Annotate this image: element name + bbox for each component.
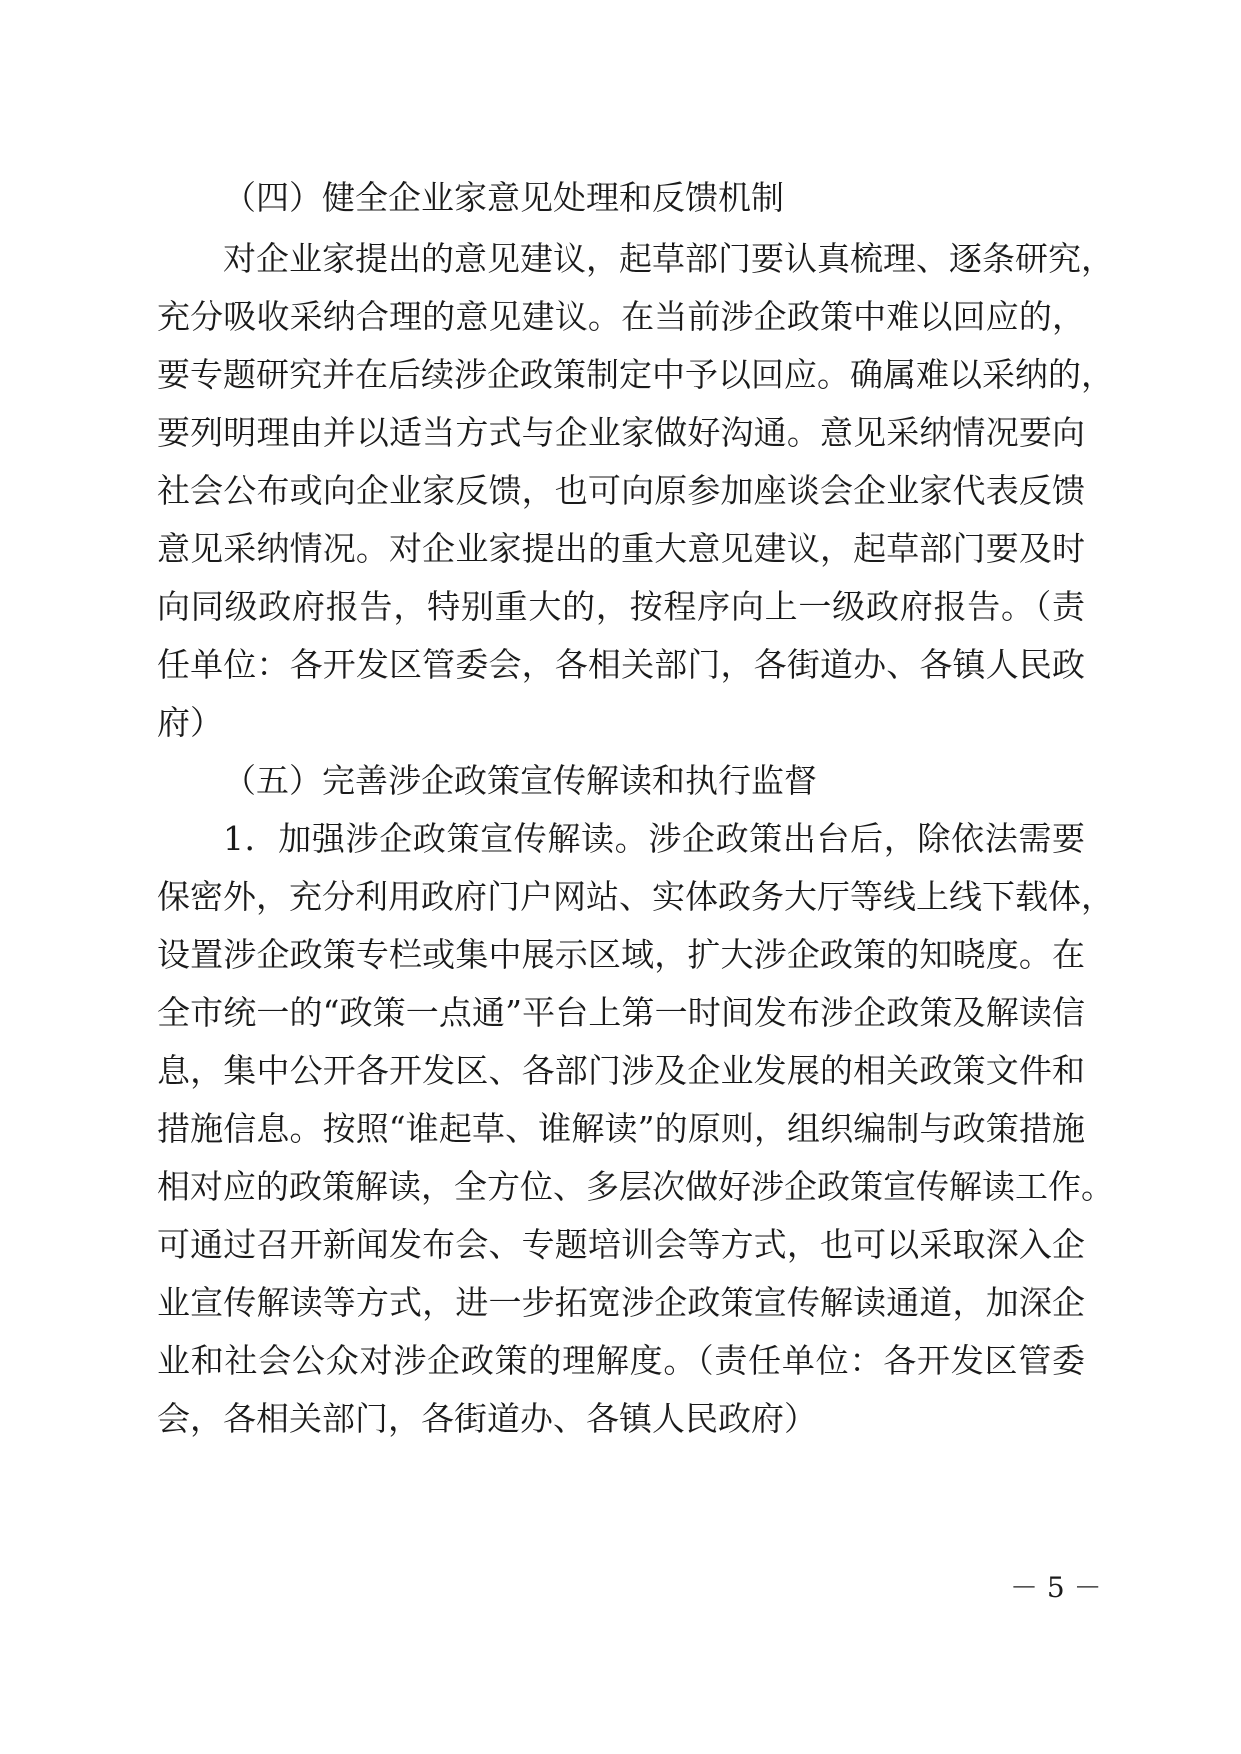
section-four-line-2 [0, 284, 1241, 350]
section-five-line-10 [0, 1328, 1241, 1394]
section-five-heading: （五）完善涉企政策宣传解读和执行监督 [223, 761, 817, 800]
section-five-line-6 [0, 1096, 1241, 1162]
paragraph-line: 要专题研究并在后续涉企政策制定中予以回应。确属难以采纳的， [157, 355, 1114, 394]
paragraph-line: 向同级政府报告，特别重大的，按程序向上一级政府报告。（责 [157, 587, 1085, 626]
paragraph-line: 业宣传解读等方式，进一步拓宽涉企政策宣传解读通道，加深企 [157, 1283, 1085, 1322]
paragraph-line: 充分吸收采纳合理的意见建议。在当前涉企政策中难以回应的， [157, 297, 1085, 336]
paragraph-line: 社会公布或向企业家反馈，也可向原参加座谈会企业家代表反馈 [157, 471, 1085, 510]
section-four-line-6 [0, 516, 1241, 582]
paragraph-line: 措施信息。按照“谁起草、谁解读”的原则，组织编制与政策措施 [157, 1109, 1085, 1148]
section-five-line-1 [0, 806, 1241, 872]
section-four-line-1 [0, 226, 1241, 292]
paragraph-line: 可通过召开新闻发布会、专题培训会等方式，也可以采取深入企 [157, 1225, 1085, 1264]
section-five-line-5 [0, 1038, 1241, 1104]
paragraph-line: 全市统一的“政策一点通”平台上第一时间发布涉企政策及解读信 [157, 993, 1085, 1032]
paragraph-line: 对企业家提出的意见建议，起草部门要认真梳理、逐条研究， [223, 239, 1114, 278]
paragraph-line: 意见采纳情况。对企业家提出的重大意见建议，起草部门要及时 [157, 529, 1085, 568]
paragraph-line: 设置涉企政策专栏或集中展示区域，扩大涉企政策的知晓度。在 [157, 935, 1085, 974]
section-five-line-4 [0, 980, 1241, 1046]
paragraph-line: 1．加强涉企政策宣传解读。涉企政策出台后，除依法需要 [223, 819, 1085, 858]
section-five-line-11 [0, 1386, 1241, 1452]
section-four-line-4 [0, 400, 1241, 466]
section-five-line-3 [0, 922, 1241, 988]
section-five-line-7 [0, 1154, 1241, 1220]
section-four-line-9 [0, 690, 1241, 756]
paragraph-line: 保密外，充分利用政府门户网站、实体政务大厅等线上线下载体， [157, 877, 1114, 916]
section-four-heading-line [0, 165, 1241, 231]
section-four-line-5 [0, 458, 1241, 524]
paragraph-line: 会，各相关部门，各街道办、各镇人民政府） [157, 1399, 817, 1438]
paragraph-line: 相对应的政策解读，全方位、多层次做好涉企政策宣传解读工作。 [157, 1167, 1114, 1206]
paragraph-line: 任单位：各开发区管委会，各相关部门，各街道办、各镇人民政 [157, 645, 1085, 684]
section-five-line-8 [0, 1212, 1241, 1278]
section-four-line-8 [0, 632, 1241, 698]
paragraph-line: 府） [157, 703, 223, 742]
section-four-line-7 [0, 574, 1241, 640]
section-four-heading: （四）健全企业家意见处理和反馈机制 [223, 178, 784, 217]
section-five-heading-line [0, 748, 1241, 814]
page-number: － 5 － [1010, 1571, 1102, 1604]
section-five-line-9 [0, 1270, 1241, 1336]
section-five-line-2 [0, 864, 1241, 930]
paragraph-line: 要列明理由并以适当方式与企业家做好沟通。意见采纳情况要向 [157, 413, 1085, 452]
paragraph-line: 业和社会公众对涉企政策的理解度。（责任单位：各开发区管委 [157, 1341, 1085, 1380]
paragraph-line: 息，集中公开各开发区、各部门涉及企业发展的相关政策文件和 [157, 1051, 1085, 1090]
section-four-line-3 [0, 342, 1241, 408]
